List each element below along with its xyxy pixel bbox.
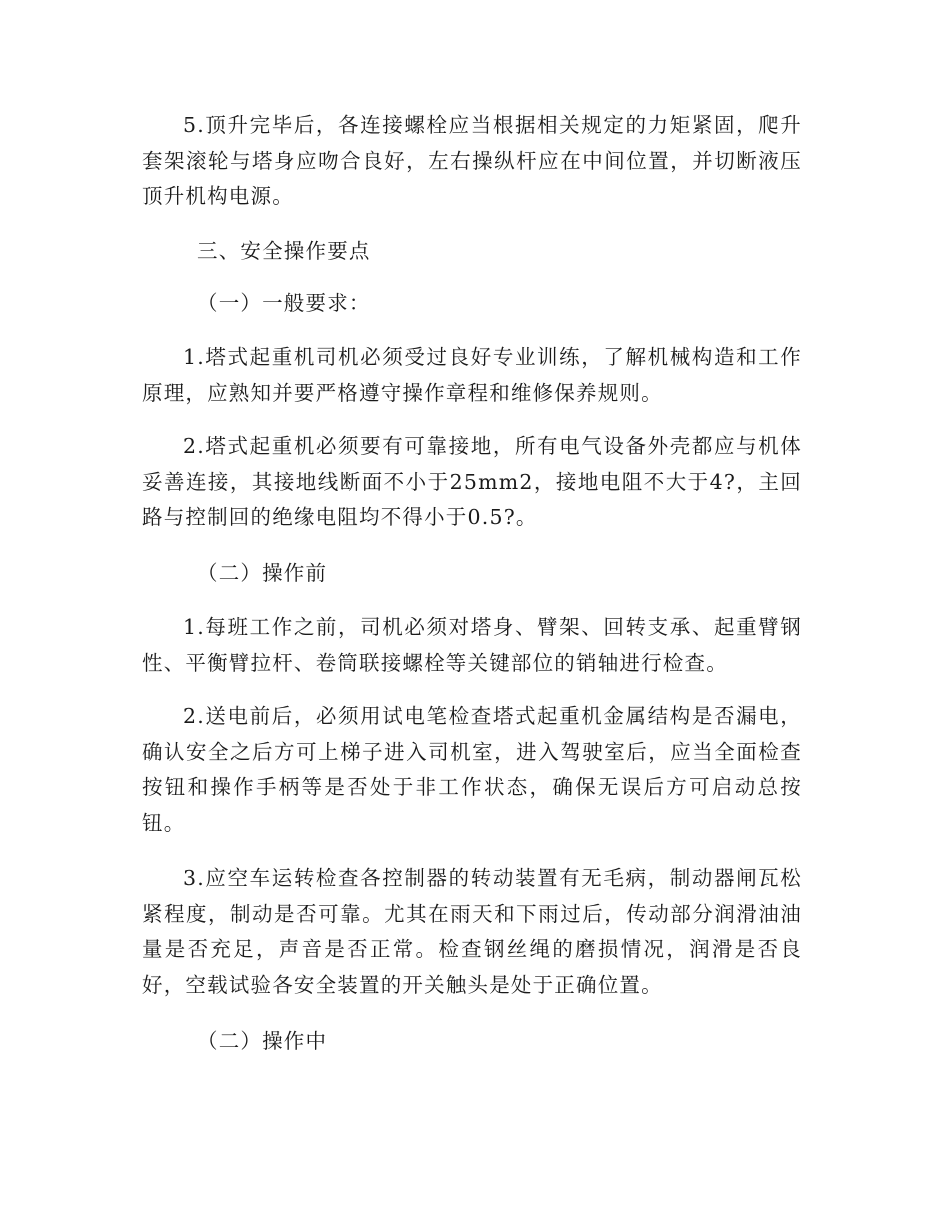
subsection-title-general: （一）一般要求： <box>197 291 371 315</box>
paragraph-general-2: 2.塔式起重机必须要有可靠接地，所有电气设备外壳都应与机体妥善连接，其接地线断面不小于25mm2，接地电阻不大于4?，主回路与控制回的绝缘电阻均不得小于0.5?。 <box>142 434 802 529</box>
paragraph-jacking-completion: 5.顶升完毕后，各连接螺栓应当根据相关规定的力矩紧固，爬升套架滚轮与塔身应吻合良好，左右操纵杆应在中间位置，并切断液压顶升机构电源。 <box>142 113 802 208</box>
subsection-title-before-operation: （二）操作前 <box>197 561 328 585</box>
paragraph-before-3: 3.应空车运转检查各控制器的转动装置有无毛病，制动器闸瓦松紧程度，制动是否可靠。尤其在雨天和下雨过后，传动部分润滑油油量是否充足，声音是否正常。检查钢丝绳的磨损情况，润滑是否良好，空载试验各安全装置的开关触头是处于正确位置。 <box>142 866 802 997</box>
paragraph-before-1: 1.每班工作之前，司机必须对塔身、臂架、回转支承、起重臂钢性、平衡臂拉杆、卷筒联接螺栓等关键部位的销轴进行检查。 <box>142 615 802 675</box>
paragraph-before-2: 2.送电前后，必须用试电笔检查塔式起重机金属结构是否漏电，确认安全之后方可上梯子进入司机室，进入驾驶室后，应当全面检查按钮和操作手柄等是否处于非工作状态，确保无误后方可启动总按钮。 <box>142 704 802 835</box>
paragraph-general-1: 1.塔式起重机司机必须受过良好专业训练，了解机械构造和工作原理，应熟知并要严格遵守操作章程和维修保养规则。 <box>142 345 802 405</box>
subsection-title-during-operation: （二）操作中 <box>197 1029 328 1053</box>
section-title-safety-points: 三、安全操作要点 <box>197 239 371 263</box>
